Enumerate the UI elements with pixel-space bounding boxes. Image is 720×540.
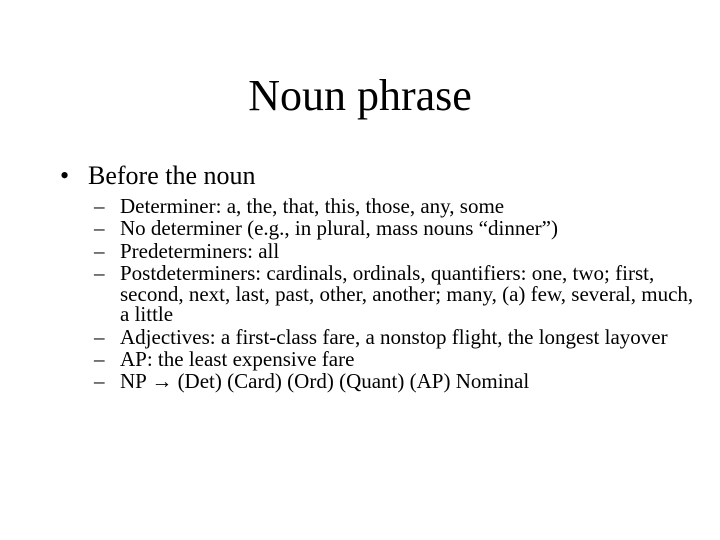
list-item-text: Postdeterminers: cardinals, ordinals, quantifiers: one, two; first, second, next, last, past, other, another; many, (a) few, several, much, a little (120, 260, 694, 327)
list-item-postdeterminers (94, 260, 694, 327)
list-item-predeterminers (94, 238, 694, 263)
sub-bullet-list (94, 196, 694, 394)
list-item-text: Predeterminers: all (120, 238, 280, 263)
dash-marker: – (94, 347, 105, 372)
list-item-text: No determiner (e.g., in plural, mass nouns “dinner”) (120, 216, 558, 241)
bullet-text: Before the noun (88, 161, 256, 190)
list-item-text: Determiner: a, the, that, this, those, any, some (120, 194, 505, 218)
list-item-no-determiner (94, 218, 694, 239)
list-item-text: AP: the least expensive fare (120, 347, 355, 372)
list-item-determiner (94, 196, 694, 217)
dash-marker: – (94, 369, 105, 394)
slide-title: Noun phrase (248, 71, 472, 120)
list-item-adjectives (94, 324, 694, 349)
bullet-before-the-noun (60, 160, 256, 192)
bullet-marker: • (60, 161, 70, 190)
list-item-ap (94, 349, 694, 370)
list-item-np-rule (94, 371, 694, 392)
list-item-text: Adjectives: a first-class fare, a nonstop flight, the longest layover (120, 324, 668, 349)
list-item-text: NP → (Det) (Card) (Ord) (Quant) (AP) Nominal (120, 369, 530, 394)
dash-marker: – (94, 324, 105, 349)
dash-marker: – (94, 238, 105, 263)
dash-marker: – (94, 216, 105, 241)
dash-marker: – (94, 194, 105, 218)
dash-marker: – (94, 260, 105, 285)
